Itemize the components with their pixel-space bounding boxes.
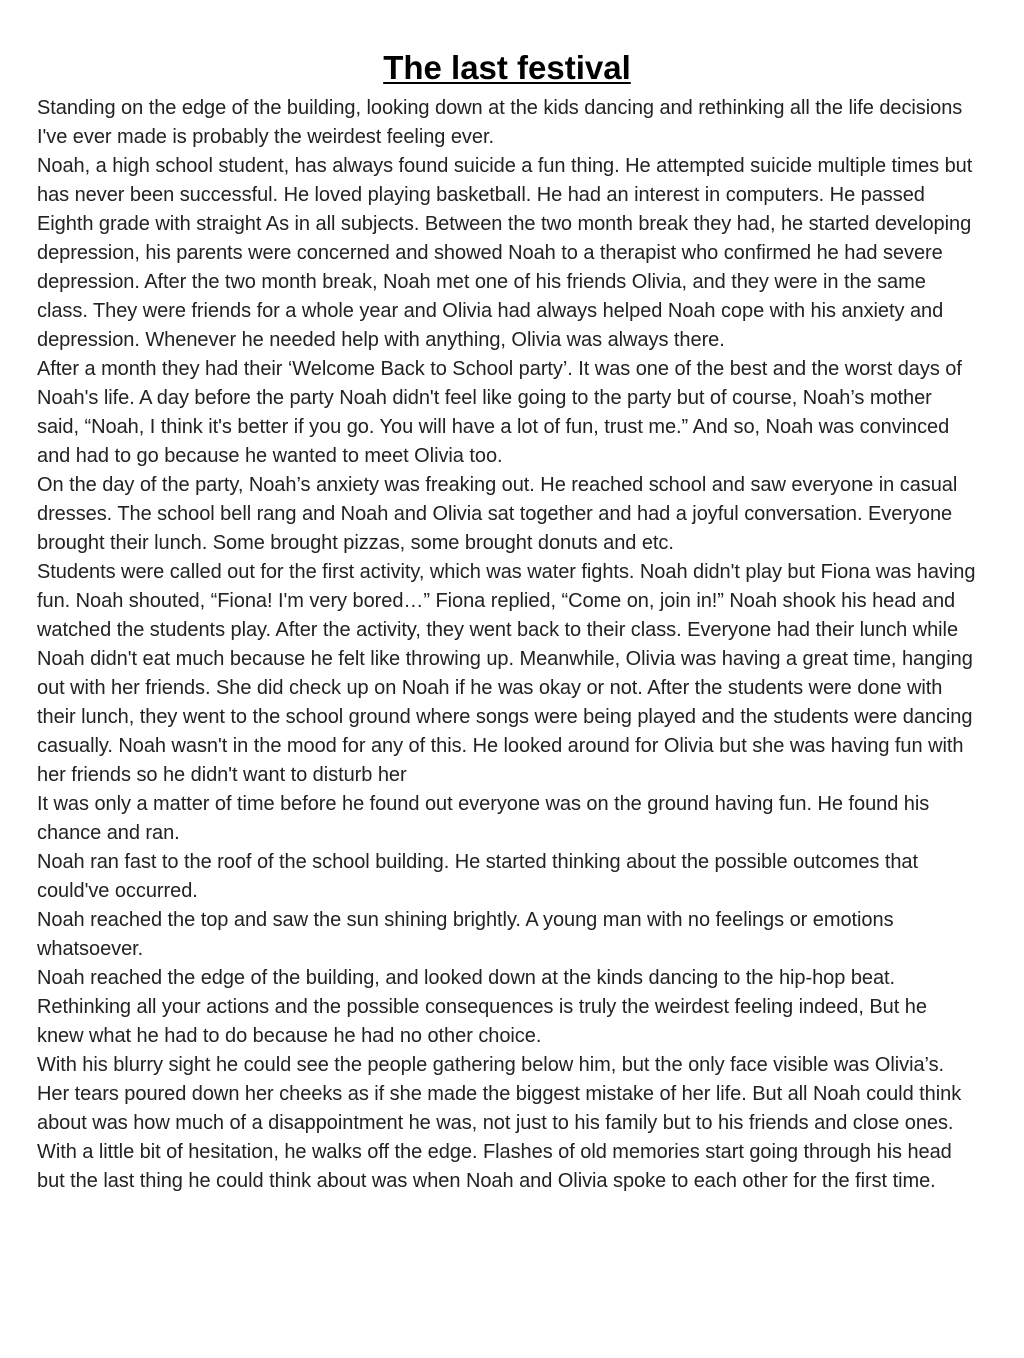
- paragraph-7: Noah ran fast to the roof of the school building. He started thinking about the possible outcomes that could've occurred.: [37, 851, 919, 902]
- paragraph-1: Standing on the edge of the building, looking down at the kids dancing and rethinking all the life decisions I've ever made is probably the weirdest feeling ever.: [37, 97, 963, 148]
- paragraph-5: Students were called out for the first activity, which was water fights. Noah didn't play but Fiona was having fun. Noah shouted, “Fiona! I'm very bored…” Fiona replied, “Come on, join in!” Noah shook his head and watched the students play. After the activity, they went back to their class. Everyone had their lunch while Noah didn't eat much because he felt like throwing up. Meanwhile, Olivia was having a great time, hanging out with her friends. She did check up on Noah if he was okay or not. After the students were done with their lunch, they went to the school ground where songs were being played and the students were dancing casually. Noah wasn't in the mood for any of this. He looked around for Olivia but she was having fun with her friends so he didn't want to disturb her: [37, 561, 976, 786]
- paragraph-11: With a little bit of hesitation, he walks off the edge. Flashes of old memories start going through his head but the last thing he could think about was when Noah and Olivia spoke to each other for the first time.: [37, 1141, 952, 1192]
- paragraph-4: On the day of the party, Noah’s anxiety was freaking out. He reached school and saw everyone in casual dresses. The school bell rang and Noah and Olivia sat together and had a joyful conversation. Everyone brought their lunch. Some brought pizzas, some brought donuts and etc.: [37, 474, 958, 554]
- paragraph-6: It was only a matter of time before he found out everyone was on the ground having fun. He found his chance and ran.: [37, 793, 930, 844]
- paragraph-3: After a month they had their ‘Welcome Back to School party’. It was one of the best and the worst days of Noah's life. A day before the party Noah didn't feel like going to the party but of course, Noah’s mother said, “Noah, I think it's better if you go. You will have a lot of fun, trust me.” And so, Noah was convinced and had to go because he wanted to meet Olivia too.: [37, 358, 962, 467]
- document-page: [37, 44, 977, 1196]
- document-title: The last festival: [383, 49, 631, 86]
- paragraph-9: Noah reached the edge of the building, and looked down at the kinds dancing to the hip-hop beat. Rethinking all your actions and the possible consequences is truly the weirdest feeling indeed, But he knew what he had to do because he had no other choice.: [37, 967, 927, 1047]
- document-body: [37, 94, 977, 1196]
- paragraph-10: With his blurry sight he could see the people gathering below him, but the only face visible was Olivia’s. Her tears poured down her cheeks as if she made the biggest mistake of her life. But all Noah could think about was how much of a disappointment he was, not just to his family but to his friends and close ones.: [37, 1054, 962, 1134]
- paragraph-8: Noah reached the top and saw the sun shining brightly. A young man with no feelings or emotions whatsoever.: [37, 909, 894, 960]
- paragraph-2: Noah, a high school student, has always found suicide a fun thing. He attempted suicide multiple times but has never been successful. He loved playing basketball. He had an interest in computers. He passed Eighth grade with straight As in all subjects. Between the two month break they had, he started developing depression, his parents were concerned and showed Noah to a therapist who confirmed he had severe depression. After the two month break, Noah met one of his friends Olivia, and they were in the same class. They were friends for a whole year and Olivia had always helped Noah cope with his anxiety and depression. Whenever he needed help with anything, Olivia was always there.: [37, 155, 973, 351]
